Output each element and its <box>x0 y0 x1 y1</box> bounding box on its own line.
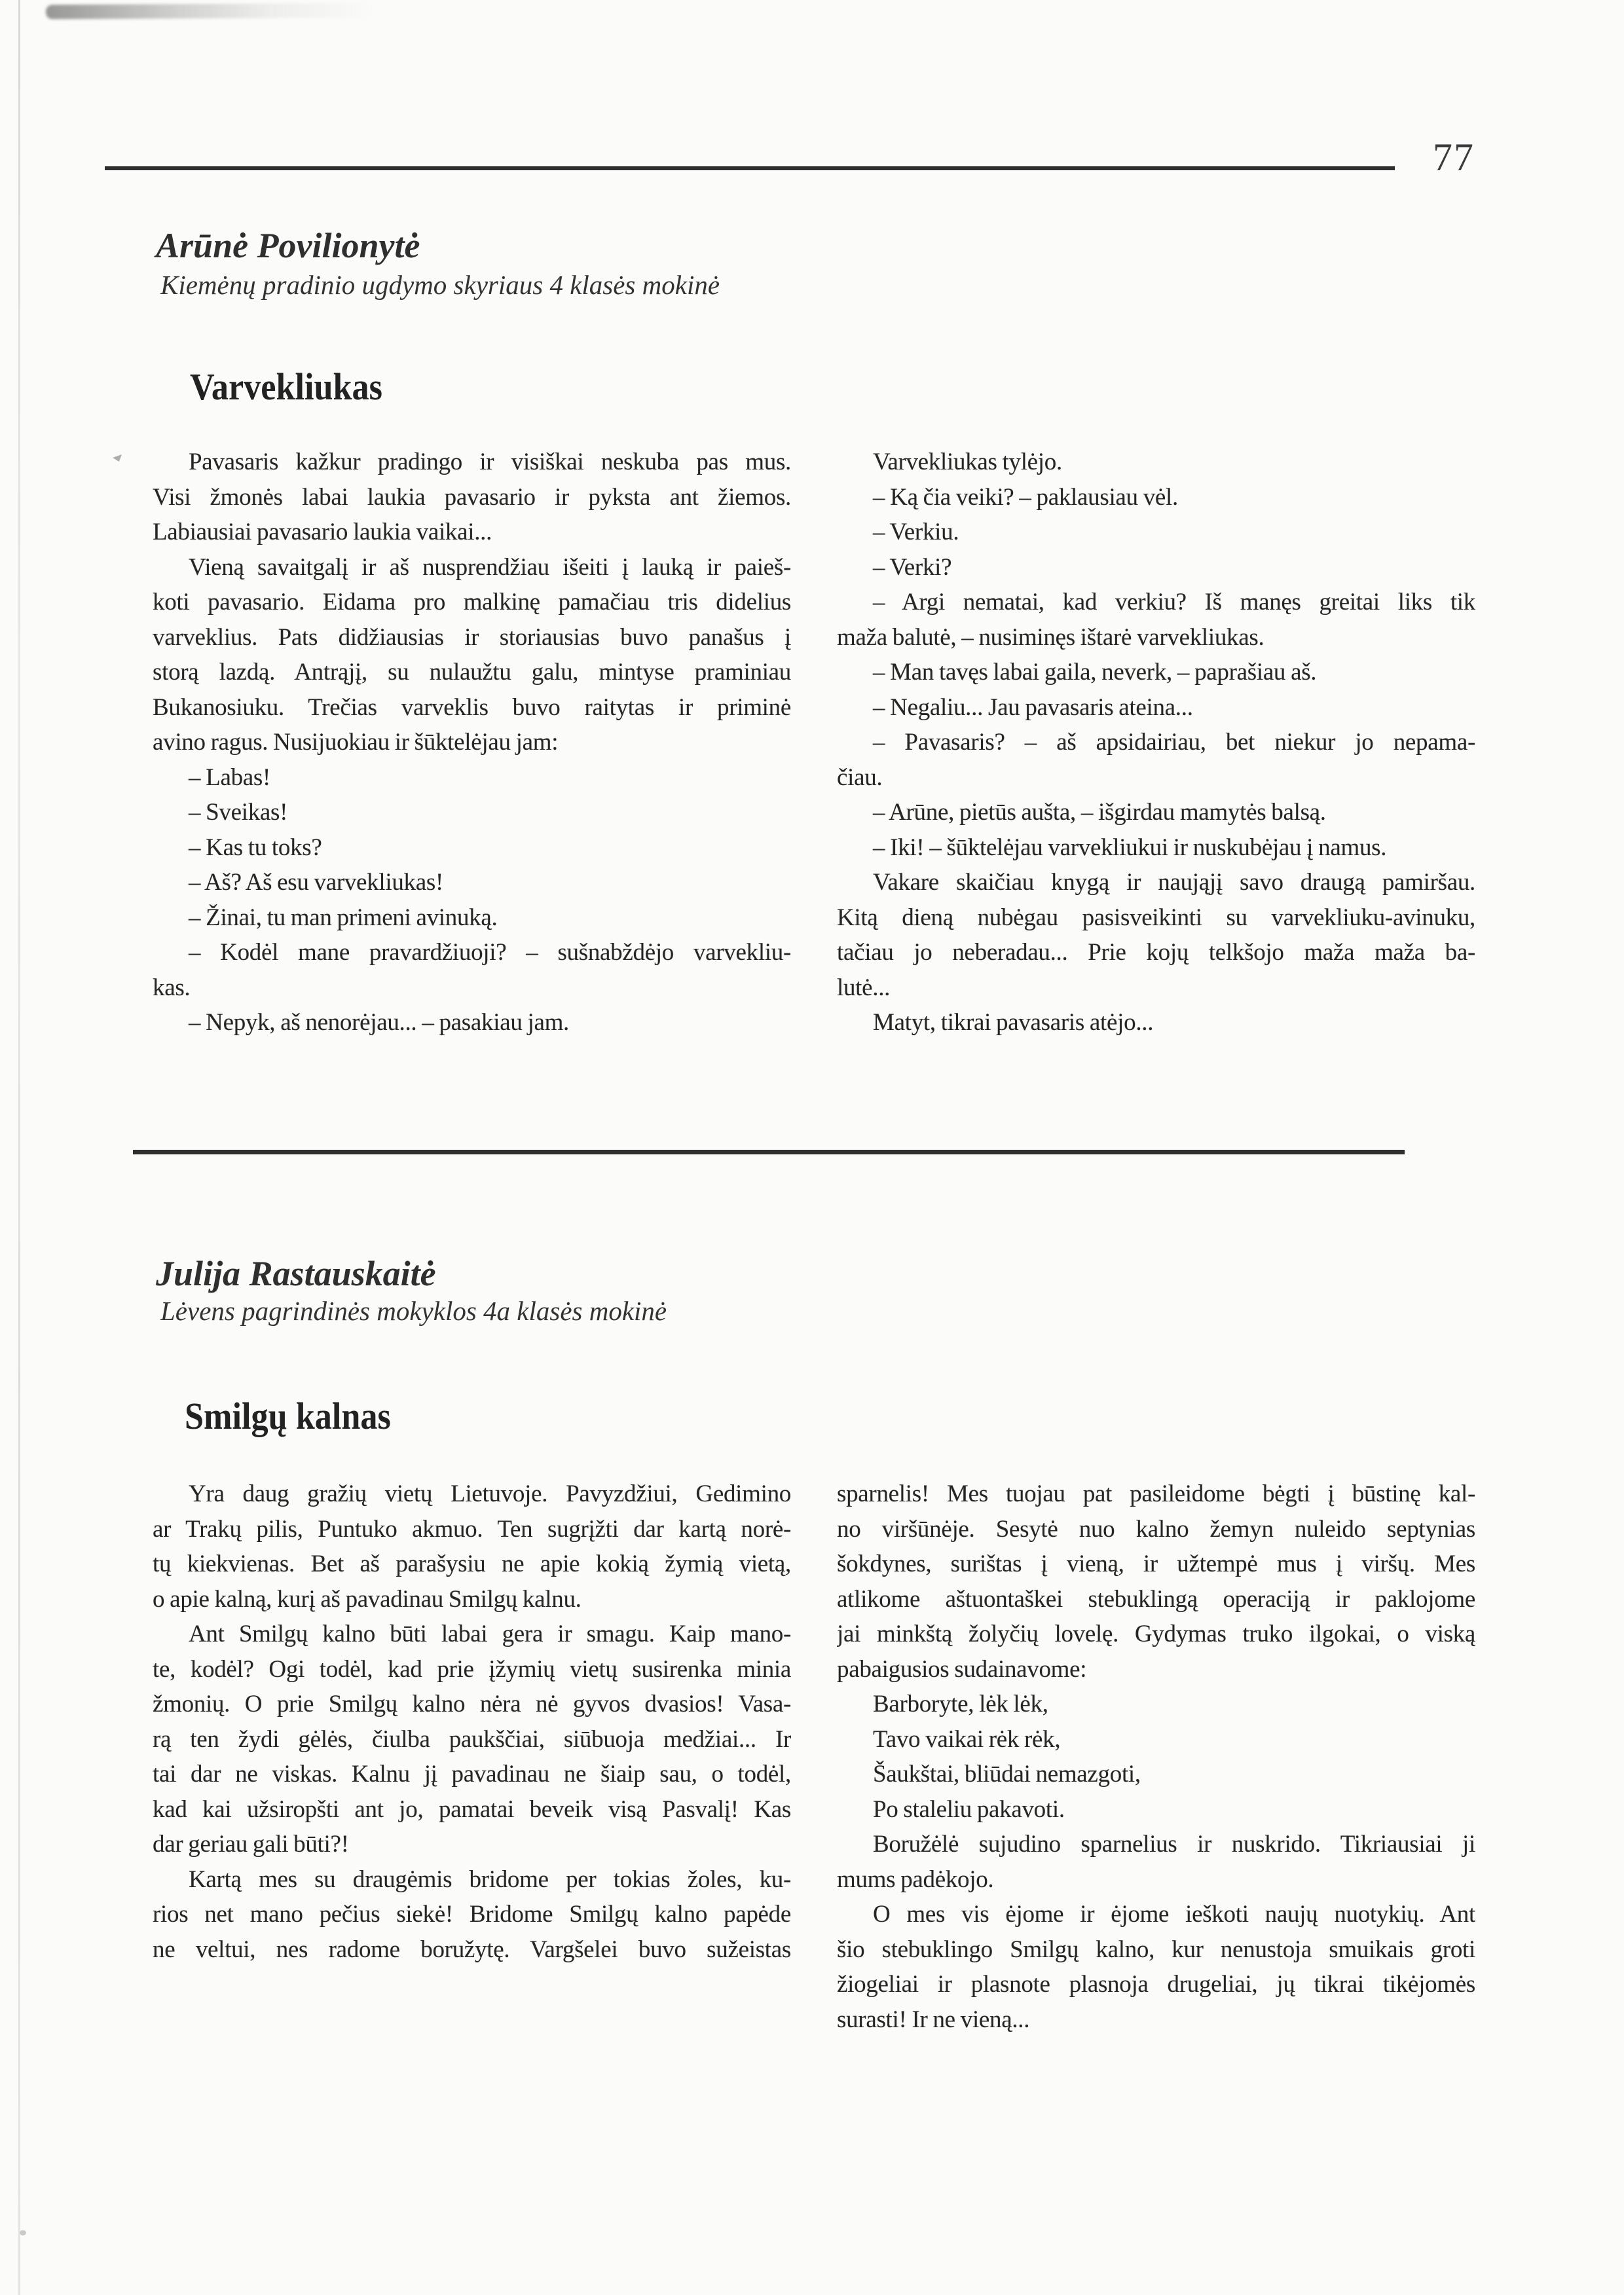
page-number: 77 <box>1433 136 1475 179</box>
text-line: atlikome aštuontaškei stebuklingą operaciją ir paklojome <box>837 1585 1475 1613</box>
text-line: ne veltui, nes radome boružytę. Vargšelei buvo sužeistas <box>153 1936 791 1963</box>
story-column-right <box>837 445 1475 1040</box>
text-line: – Verki? <box>873 553 952 581</box>
text-line: Kartą mes su draugėmis bridome per tokias žoles, ku- <box>189 1865 791 1893</box>
text-line: te, kodėl? Ogi todėl, kad prie įžymių vietų susirenka minia <box>153 1655 791 1683</box>
text-line: žmonių. O prie Smilgų kalno nėra nė gyvos dvasios! Vasa- <box>153 1691 791 1717</box>
text-line: – Nepyk, aš nenorėjau... – pasakiau jam. <box>189 1009 570 1036</box>
text-line: – Aš? Aš esu varvekliukas! <box>189 869 443 896</box>
header-rule <box>105 166 1395 170</box>
text-line: Vieną savaitgalį ir aš nusprendžiau išeiti į lauką ir paieš- <box>189 553 791 581</box>
text-line: – Labas! <box>189 763 271 791</box>
text-line: maža balutė, – nusiminęs ištarė varvekliukas. <box>837 623 1264 651</box>
text-line: Labiausiai pavasario laukia vaikai... <box>153 519 492 545</box>
text-line: Visi žmonės labai laukia pavasario ir pyksta ant žiemos. <box>153 483 791 511</box>
scanner-edge-line <box>18 0 20 2295</box>
text-line: storą lazdą. Antrąjį, su nulaužtu galu, mintyse praminiau <box>153 659 791 686</box>
text-line: kad kai užsiropšti ant jo, pamatai beveik visą Pasvalį! Kas <box>153 1795 791 1823</box>
text-line: pabaigusios sudainavome: <box>837 1655 1087 1683</box>
margin-speck <box>113 454 122 462</box>
story-title: Smilgų kalnas <box>185 1395 391 1437</box>
text-line: – Pavasaris? – aš apsidairiau, bet niekur jo nepama- <box>873 729 1475 756</box>
text-line: avino ragus. Nusijuokiau ir šūktelėjau jam: <box>153 729 559 756</box>
text-line: tačiau jo neberadau... Prie kojų telkšojo maža maža ba- <box>837 939 1475 966</box>
text-line: Ant Smilgų kalno būti labai gera ir smagu. Kaip mano- <box>189 1621 791 1647</box>
text-line: šio stebuklingo Smilgų kalno, kur nenustoja smuikais groti <box>837 1936 1475 1963</box>
text-line: – Man tavęs labai gaila, neverk, – paprašiau aš. <box>873 659 1317 686</box>
text-line: Barboryte, lėk lėk, <box>873 1691 1048 1717</box>
text-line: kas. <box>153 974 191 1001</box>
text-line: dar geriau gali būti?! <box>153 1831 349 1858</box>
text-line: lutė... <box>837 974 891 1001</box>
story-column-right <box>837 1477 1475 2037</box>
text-line: Varvekliukas tylėjo. <box>873 449 1062 475</box>
text-line: tai dar ne viskas. Kalnu jį pavadinau ne šiaip sau, o todėl, <box>153 1761 791 1788</box>
author-name: Julija Rastauskaitė <box>156 1254 436 1293</box>
text-line: Boružėlė sujudino sparnelius ir nuskrido. Tikriausiai ji <box>873 1831 1475 1858</box>
text-line: Šaukštai, bliūdai nemazgoti, <box>873 1761 1141 1788</box>
story-column-left <box>153 1477 791 1967</box>
text-line: Tavo vaikai rėk rėk, <box>873 1725 1061 1753</box>
text-line: ar Trakų pilis, Puntuko akmuo. Ten sugrįžti dar kartą norė- <box>153 1515 791 1543</box>
text-line: Vakare skaičiau knygą ir naująjį savo draugą pamiršau. <box>873 869 1475 896</box>
text-line: – Kas tu toks? <box>189 834 322 861</box>
story-title: Varvekliukas <box>190 365 382 408</box>
text-line: tų kiekvienas. Bet aš parašysiu ne apie kokią žymią vietą, <box>153 1551 791 1577</box>
text-line: Kitą dieną nubėgau pasisveikinti su varvekliuku-avinuku, <box>837 904 1475 931</box>
text-line: rios net mano pečius siekė! Bridome Smilgų kalno papėde <box>153 1901 791 1928</box>
text-line: Bukanosiuku. Trečias varveklis buvo raitytas ir priminė <box>153 693 791 721</box>
text-line: O mes vis ėjome ir ėjome ieškoti naujų nuotykių. Ant <box>873 1901 1475 1928</box>
corner-speck <box>20 2230 26 2235</box>
author-affiliation: Kiemėnų pradinio ugdymo skyriaus 4 klasės mokinė <box>160 270 720 300</box>
text-line: žiogeliai ir plasnote plasnoja drugeliai, jų tikrai tikėjomės <box>837 1971 1475 1998</box>
text-line: varveklius. Pats didžiausias ir storiausias buvo panašus į <box>153 623 791 651</box>
text-line: – Iki! – šūktelėjau varvekliukui ir nuskubėjau į namus. <box>873 834 1387 861</box>
text-line: jai minkštą žolyčių lovelę. Gydymas truko ilgokai, o viską <box>837 1621 1475 1647</box>
text-line: koti pavasario. Eidama pro malkinę pamačiau tris didelius <box>153 589 791 615</box>
scan-smudge <box>46 3 373 20</box>
text-line: Matyt, tikrai pavasaris atėjo... <box>873 1009 1154 1036</box>
text-line: – Verkiu. <box>873 519 959 545</box>
text-line: Pavasaris kažkur pradingo ir visiškai neskuba pas mus. <box>189 449 791 475</box>
text-line: no viršūnėje. Sesytė nuo kalno žemyn nuleido septynias <box>837 1515 1475 1543</box>
text-line: Po staleliu pakavoti. <box>873 1795 1065 1823</box>
author-affiliation: Lėvens pagrindinės mokyklos 4a klasės mokinė <box>160 1296 667 1326</box>
text-line: – Arūne, pietūs aušta, – išgirdau mamytės balsą. <box>873 799 1326 826</box>
text-line: sparnelis! Mes tuojau pat pasileidome bėgti į būstinę kal- <box>837 1480 1475 1507</box>
text-line: – Negaliu... Jau pavasaris ateina... <box>873 693 1193 721</box>
text-line: čiau. <box>837 763 883 791</box>
text-line: surasti! Ir ne vieną... <box>837 2006 1030 2033</box>
text-line: – Žinai, tu man primeni avinuką. <box>189 904 498 931</box>
text-line: – Ką čia veiki? – paklausiau vėl. <box>873 483 1178 511</box>
text-line: – Argi nematai, kad verkiu? Iš manęs greitai liks tik <box>873 589 1475 615</box>
section-divider <box>133 1150 1405 1154</box>
text-line: o apie kalną, kurį aš pavadinau Smilgų kalnu. <box>153 1585 581 1613</box>
text-line: – Kodėl mane pravardžiuoji? – sušnabždėjo varvekliu- <box>189 939 791 966</box>
text-line: šokdynes, surištas į vieną, ir užtempė mus į viršų. Mes <box>837 1551 1475 1577</box>
text-line: rą ten žydi gėlės, čiulba paukščiai, siūbuoja medžiai... Ir <box>153 1725 791 1753</box>
author-name: Arūnė Povilionytė <box>156 226 420 265</box>
story-column-left <box>153 445 791 1040</box>
text-line: Yra daug gražių vietų Lietuvoje. Pavyzdžiui, Gedimino <box>189 1480 791 1507</box>
text-line: – Sveikas! <box>189 799 288 826</box>
text-line: mums padėkojo. <box>837 1865 994 1893</box>
